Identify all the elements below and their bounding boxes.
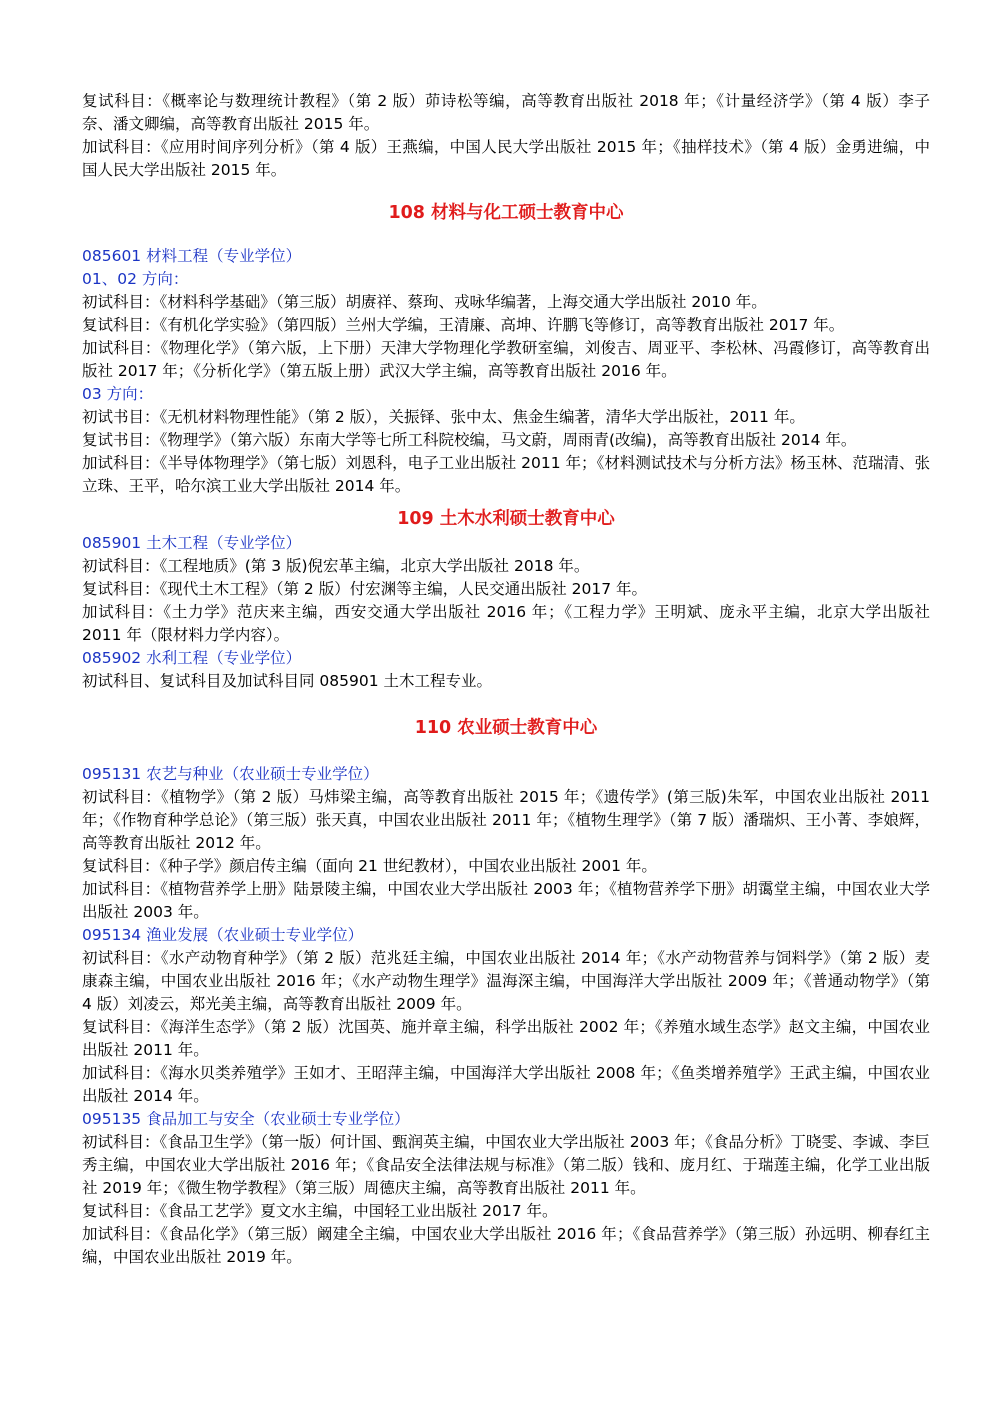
intro-retest-line: 复试科目：《概率论与数理统计教程》（第 2 版）茆诗松等编，高等教育出版社 2018 年；《计量经济学》（第 4 版）李子奈、潘文卿编，高等教育出版社 2015 年。 [82, 92, 930, 133]
s110-p3-initial: 初试科目：《食品卫生学》（第一版）何计国、甄润英主编，中国农业大学出版社 2003 年；《食品分析》丁晓雯、李诚、李巨秀主编，中国农业大学出版社 2016 年；《食品安全法律法规与标准》（第二版）钱和、庞月红、于瑞莲主编，化学工业出版社 2019 年；《微生物学教程》（第三版）周德庆主编，高等教育出版社 2011 年。 [82, 1133, 930, 1197]
s109-p1-extra: 加试科目：《土力学》范庆来主编，西安交通大学出版社 2016 年；《工程力学》王明斌、庞永平主编，北京大学出版社 2011 年（限材料力学内容）。 [82, 603, 930, 644]
s110-p3-extra: 加试科目：《食品化学》（第三版）阚建全主编，中国农业大学出版社 2016 年；《食品营养学》（第三版）孙远明、柳春红主编，中国农业出版社 2019 年。 [82, 1225, 930, 1266]
program-095135-heading: 095135 食品加工与安全（农业硕士专业学位） [82, 1110, 410, 1128]
s110-p1-retest: 复试科目：《种子学》颜启传主编（面向 21 世纪教材），中国农业出版社 2001 年。 [82, 857, 657, 875]
s110-p2-extra: 加试科目：《海水贝类养殖学》王如才、王昭萍主编，中国海洋大学出版社 2008 年；《鱼类增养殖学》王武主编，中国农业出版社 2014 年。 [82, 1064, 930, 1105]
section-108-title: 108 材料与化工硕士教育中心 [388, 203, 624, 223]
s110-p2-retest: 复试科目：《海洋生态学》（第 2 版）沈国英、施并章主编，科学出版社 2002 年；《养殖水域生态学》赵文主编，中国农业出版社 2011 年。 [82, 1018, 930, 1059]
s108-dir1-extra: 加试科目：《物理化学》（第六版，上下册）天津大学物理化学教研室编，刘俊吉、周亚平、李松林、冯霞修订，高等教育出版社 2017 年；《分析化学》（第五版上册）武汉大学主编，高等教育出版社 2016 年。 [82, 339, 930, 380]
s110-p2-initial: 初试科目：《水产动物育种学》（第 2 版）范兆廷主编，中国农业出版社 2014 年；《水产动物营养与饲料学》（第 2 版）麦康森主编，中国农业出版社 2016 年；《水产动物生理学》温海深主编，中国海洋大学出版社 2009 年；《普通动物学》（第 4 版）刘凌云，郑光美主编，高等教育出版社 2009 年。 [82, 949, 930, 1013]
document-page [82, 90, 930, 1269]
section-109-title: 109 土木水利硕士教育中心 [397, 509, 615, 529]
s108-dir1-initial: 初试科目：《材料科学基础》（第三版）胡赓祥、蔡珣、戎咏华编著，上海交通大学出版社 2010 年。 [82, 293, 767, 311]
section-110-title: 110 农业硕士教育中心 [414, 718, 598, 738]
direction-03-heading: 03 方向： [82, 385, 154, 403]
s110-p1-extra: 加试科目：《植物营养学上册》陆景陵主编，中国农业大学出版社 2003 年；《植物营养学下册》胡霭堂主编，中国农业大学出版社 2003 年。 [82, 880, 930, 921]
s108-dir2-extra: 加试科目：《半导体物理学》（第七版）刘恩科，电子工业出版社 2011 年；《材料测试技术与分析方法》杨玉林、范瑞清、张立珠、王平，哈尔滨工业大学出版社 2014 年。 [82, 454, 930, 495]
program-085901-heading: 085901 土木工程（专业学位） [82, 534, 302, 552]
s108-dir2-initial: 初试书目：《无机材料物理性能》（第 2 版），关振铎、张中太、焦金生编著，清华大学出版社，2011 年。 [82, 408, 805, 426]
s110-p1-initial: 初试科目：《植物学》（第 2 版）马炜梁主编，高等教育出版社 2015 年；《遗传学》(第三版)朱军，中国农业出版社 2011 年；《作物育种学总论》（第三版）张天真，中国农业出版社 2011 年；《植物生理学》（第 7 版）潘瑞炽、王小菁、李娘辉，高等教育出版社 2012 年。 [82, 788, 930, 852]
program-095131-heading: 095131 农艺与种业（农业硕士专业学位） [82, 765, 379, 783]
s108-dir1-retest: 复试科目：《有机化学实验》（第四版）兰州大学编，王清廉、高坤、许鹏飞等修订，高等教育出版社 2017 年。 [82, 316, 845, 334]
direction-01-02-heading: 01、02 方向： [82, 270, 189, 288]
s110-p3-retest: 复试科目：《食品工艺学》夏文水主编，中国轻工业出版社 2017 年。 [82, 1202, 558, 1220]
s109-p1-retest: 复试科目：《现代土木工程》（第 2 版）付宏渊等主编，人民交通出版社 2017 年。 [82, 580, 648, 598]
program-095134-heading: 095134 渔业发展（农业硕士专业学位） [82, 926, 364, 944]
program-085902-heading: 085902 水利工程（专业学位） [82, 649, 302, 667]
program-085601-heading: 085601 材料工程（专业学位） [82, 247, 302, 265]
intro-extra-line: 加试科目：《应用时间序列分析》（第 4 版）王燕编，中国人民大学出版社 2015 年；《抽样技术》（第 4 版）金勇进编，中国人民大学出版社 2015 年。 [82, 138, 930, 179]
s109-p1-initial: 初试科目：《工程地质》(第 3 版)倪宏革主编，北京大学出版社 2018 年。 [82, 557, 590, 575]
s109-p2-note: 初试科目、复试科目及加试科目同 085901 土木工程专业。 [82, 672, 493, 690]
s108-dir2-retest: 复试书目：《物理学》（第六版）东南大学等七所工科院校编，马文蔚，周雨青(改编)，高等教育出版社 2014 年。 [82, 431, 857, 449]
